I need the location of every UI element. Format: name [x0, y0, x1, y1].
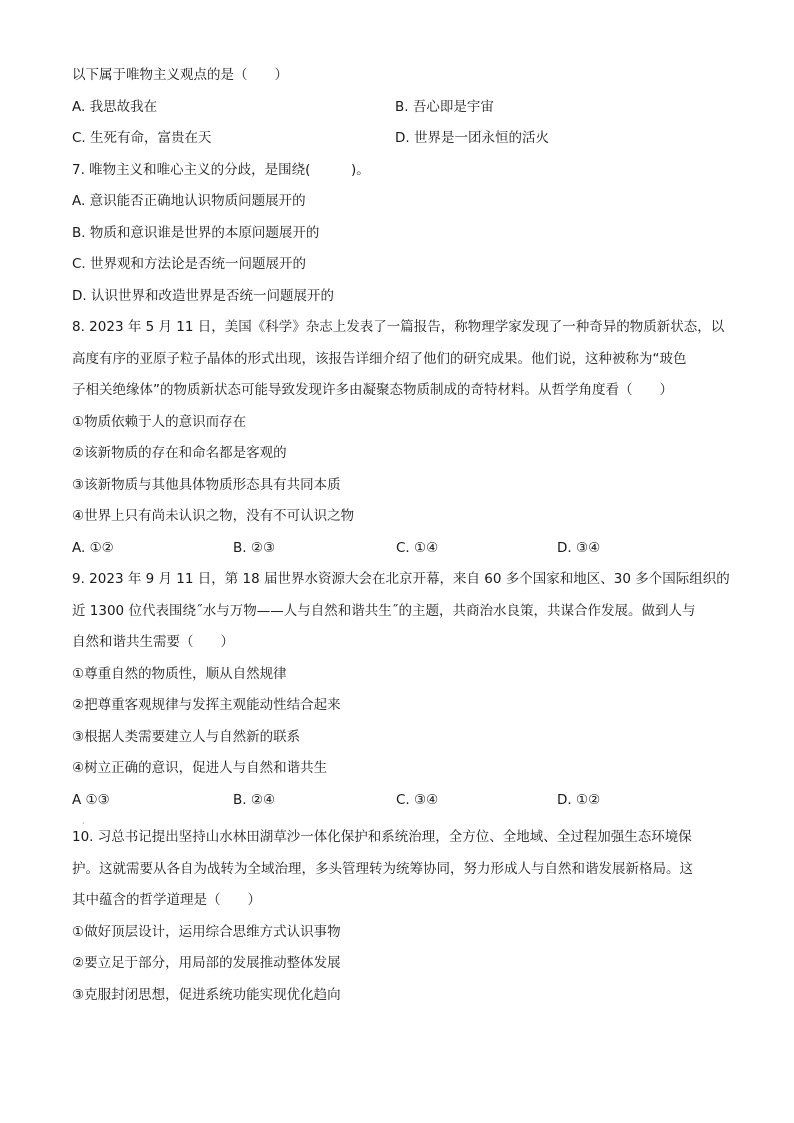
option-c: C. 生死有命，富贵在天	[72, 130, 212, 146]
option-d: D. 认识世界和改造世界是否统一问题展开的	[72, 287, 334, 304]
question-10-stem-line-1: 10. 习总书记提出坚持山水林田湖草沙一体化保护和系统治理，全方位、全地域、全过程加强生态环境保	[72, 829, 692, 845]
question-6-options-row-2	[72, 125, 724, 157]
statement-4: ④树立正确的意识，促进人与自然和谐共生	[72, 760, 328, 776]
question-9-stem-line-2: 近 1300 位代表围绕˝水与万物——人与自然和谐共生˝的主题，共商治水良策，共谋合作发展。做到人与	[72, 602, 696, 619]
option-b: B. 物质和意识谁是世界的本原问题展开的	[72, 224, 320, 241]
statement-1: ①尊重自然的物质性，顺从自然规律	[72, 665, 287, 682]
question-7-stem: 7. 唯物主义和唯心主义的分歧，是围绕( )。	[72, 161, 370, 178]
option-d: D. 世界是一团永恒的活火	[395, 130, 549, 146]
question-10-stem-line-3: 其中蕴含的哲学道理是（ ）	[72, 892, 261, 908]
question-8-stem-line-3: 子相关绝缘体”的物质新状态可能导致发现许多由凝聚态物质制成的奇特材料。从哲学角度看（ ）	[72, 382, 673, 398]
exam-page	[72, 62, 730, 1013]
question-9-stem-line-3: 自然和谐共生需要（ ）	[72, 634, 234, 650]
question-6-options-row-1	[72, 94, 724, 126]
statement-3: ③该新物质与其他具体物质形态具有共同本质	[72, 476, 341, 493]
option-d: D. ③④	[557, 539, 601, 556]
option-b: B. 吾心即是宇宙	[395, 98, 494, 115]
option-a: A. 我思故我在	[72, 98, 158, 115]
statement-2: ②把尊重客观规律与发挥主观能动性结合起来	[72, 697, 341, 713]
option-a: A ①③	[72, 791, 110, 808]
option-b: B. ②④	[233, 791, 276, 808]
statement-3: ③根据人类需要建立人与自然新的联系	[72, 728, 301, 745]
option-c: C. 世界观和方法论是否统一问题展开的	[72, 256, 307, 272]
question-8-stem-line-1: 8. 2023 年 5 月 11 日，美国《科学》杂志上发表了一篇报告，称物理学家发现了一种奇异的物质新状态，以	[72, 319, 725, 335]
option-a: A. ①②	[72, 539, 114, 556]
statement-4: ④世界上只有尚未认识之物，没有不可认识之物	[72, 508, 355, 524]
statement-1: ①物质依赖于人的意识而存在	[72, 413, 247, 430]
statement-2: ②该新物质的存在和命名都是客观的	[72, 445, 287, 461]
stray-dot-mark: ·	[82, 818, 85, 828]
statement-2: ②要立足于部分，用局部的发展推动整体发展	[72, 955, 341, 971]
option-c: C. ①④	[396, 539, 439, 556]
option-a: A. 意识能否正确地认识物质问题展开的	[72, 193, 306, 209]
question-10-stem-line-2: 护。这就需要从各自为战转为全域治理，多头管理转为统筹协同，努力形成人与自然和谐发展新格局。这	[72, 860, 693, 877]
statement-1: ①做好顶层设计，运用综合思维方式认识事物	[72, 923, 341, 940]
statement-3: ③克服封闭思想，促进系统功能实现优化趋向	[72, 986, 341, 1003]
option-c: C. ③④	[396, 791, 439, 808]
question-6-stem: 以下属于唯物主义观点的是（ ）	[72, 67, 288, 83]
option-d: D. ①②	[557, 791, 601, 808]
question-8-stem-line-2: 高度有序的亚原子粒子晶体的形式出现，该报告详细介绍了他们的研究成果。他们说，这种被称为“玻色	[72, 350, 687, 367]
question-9-stem-line-1: 9. 2023 年 9 月 11 日，第 18 届世界水资源大会在北京开幕，来自 60 多个国家和地区、30 多个国际组织的	[72, 571, 730, 587]
option-b: B. ②③	[233, 539, 276, 556]
question-8-options	[72, 535, 724, 567]
question-9-options	[72, 787, 724, 828]
